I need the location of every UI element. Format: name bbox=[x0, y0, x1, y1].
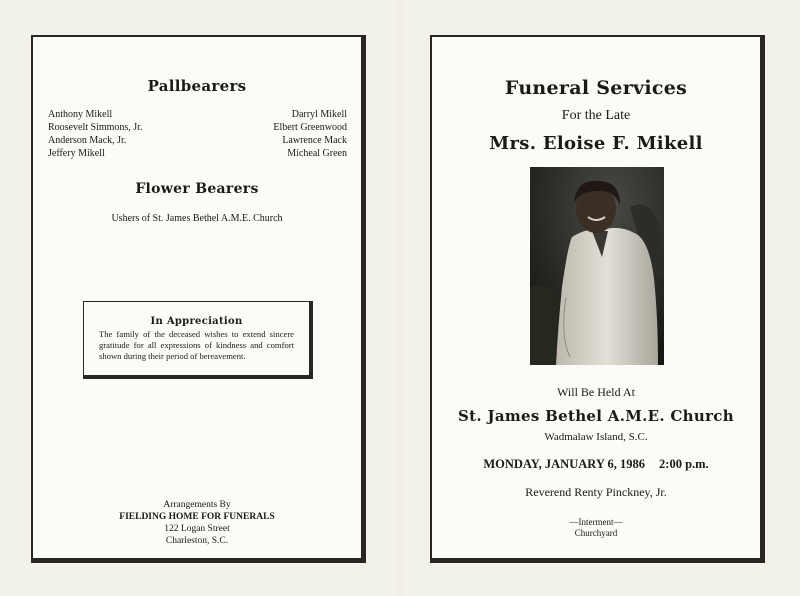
pallbearer-name: Roosevelt Simmons, Jr. bbox=[48, 122, 143, 133]
will-be-held-text: Will Be Held At bbox=[557, 385, 635, 399]
interment-place: Churchyard bbox=[574, 528, 618, 538]
funeral-services-heading: Funeral Services bbox=[504, 77, 688, 99]
service-time: 2:00 p.m. bbox=[659, 457, 709, 471]
pallbearer-name: Lawrence Mack bbox=[282, 135, 347, 146]
funeral-home-name: FIELDING HOME FOR FUNERALS bbox=[119, 512, 275, 522]
pallbearer-name: Jeffery Mikell bbox=[48, 148, 105, 159]
arrangements-label: Arrangements By bbox=[163, 500, 231, 510]
pallbearer-name: Anthony Mikell bbox=[48, 109, 113, 120]
for-the-late-text: For the Late bbox=[561, 108, 631, 123]
deceased-name: Mrs. Eloise F. Mikell bbox=[489, 133, 703, 154]
pallbearers-list-left bbox=[48, 108, 142, 160]
pallbearer-name: Anderson Mack, Jr. bbox=[48, 135, 127, 146]
officiating-minister: Reverend Renty Pinckney, Jr. bbox=[525, 485, 667, 499]
church-name: St. James Bethel A.M.E. Church bbox=[458, 407, 734, 425]
appreciation-title: In Appreciation bbox=[150, 316, 243, 327]
funeral-home-street: 122 Logan Street bbox=[164, 524, 230, 534]
funeral-home-city: Charleston, S.C. bbox=[165, 536, 229, 546]
pallbearer-name: Elbert Greenwood bbox=[273, 122, 347, 133]
service-date-time bbox=[432, 457, 760, 472]
appreciation-box bbox=[83, 301, 313, 379]
pallbearer-name: Darryl Mikell bbox=[291, 109, 347, 120]
pallbearer-name: Micheal Green bbox=[287, 148, 347, 159]
arrangements-block bbox=[33, 499, 361, 547]
church-location: Wadmalaw Island, S.C. bbox=[544, 431, 648, 443]
service-date: MONDAY, JANUARY 6, 1986 bbox=[483, 457, 646, 471]
page-fold bbox=[398, 0, 402, 596]
left-panel bbox=[31, 35, 366, 563]
deceased-portrait-photo bbox=[530, 167, 664, 365]
right-panel bbox=[430, 35, 765, 563]
interment-label: —Interment— bbox=[569, 517, 623, 527]
flower-bearers-heading: Flower Bearers bbox=[135, 181, 259, 197]
flower-bearers-text: Ushers of St. James Bethel A.M.E. Church bbox=[111, 213, 283, 224]
pallbearers-heading: Pallbearers bbox=[147, 77, 247, 95]
interment-block bbox=[432, 517, 760, 539]
pallbearers-list-right bbox=[273, 108, 347, 160]
appreciation-text: The family of the deceased wishes to extend sincere gratitude for all expressions of kindness and comfort shown during their period of bereavement. bbox=[99, 329, 294, 361]
